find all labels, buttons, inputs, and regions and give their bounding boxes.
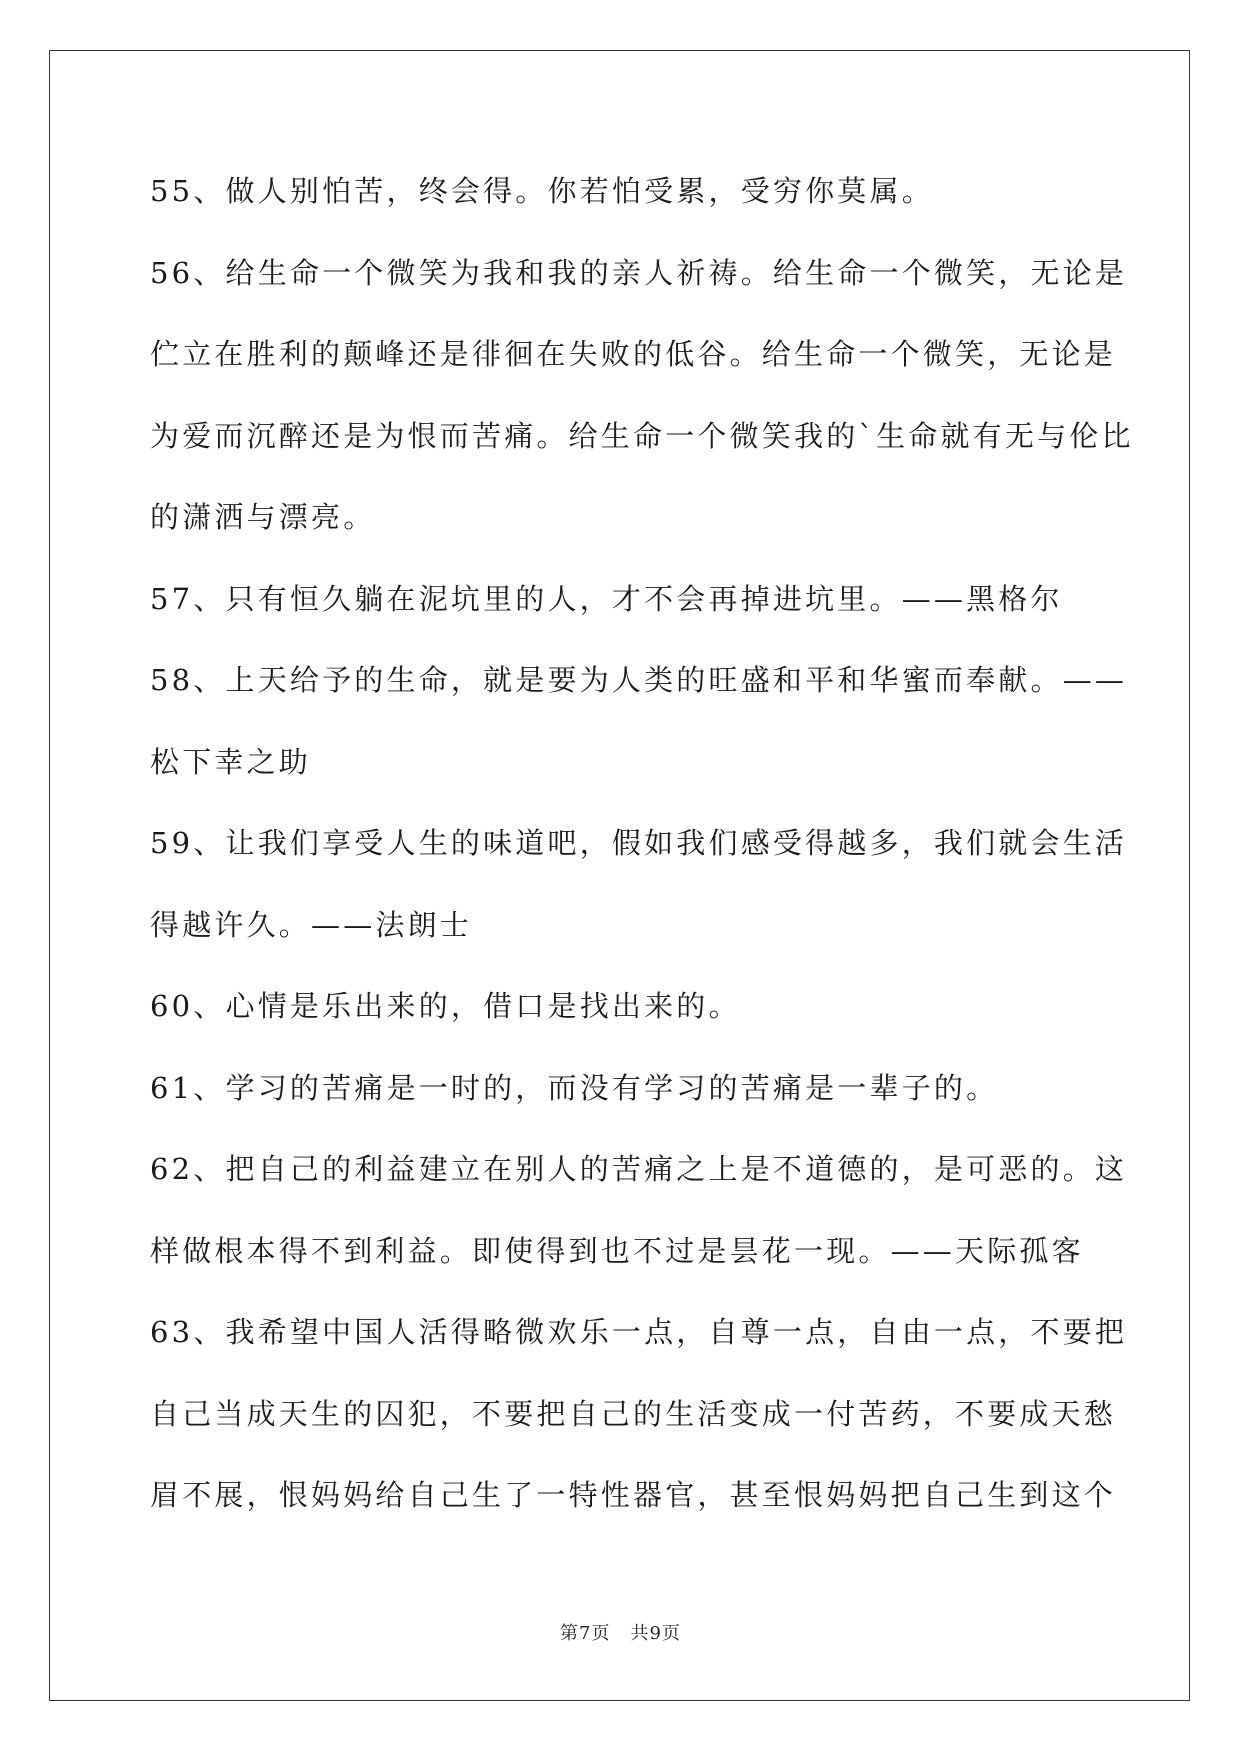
text-line: 为爱而沉醉还是为恨而苦痛。给生命一个微笑我的`生命就有无与伦比 — [150, 418, 1134, 453]
text-line: 60、心情是乐出来的，借口是找出来的。 — [150, 989, 741, 1023]
text-line: 61、学习的苦痛是一时的，而没有学习的苦痛是一辈子的。 — [150, 1070, 999, 1105]
page-total: 共9页 — [630, 1623, 681, 1644]
page-number: 第7页 — [560, 1623, 611, 1644]
text-line: 伫立在胜利的颠峰还是徘徊在失败的低谷。给生命一个微笑，无论是 — [150, 337, 1117, 371]
text-line: 眉不展，恨妈妈给自己生了一特性器官，甚至恨妈妈把自己生到这个 — [150, 1478, 1117, 1512]
text-line: 55、做人别怕苦，终会得。你若怕受累，受穷你莫属。 — [150, 174, 934, 208]
document-body — [150, 165, 1134, 1551]
text-line: 63、我希望中国人活得略微欢乐一点，自尊一点，自由一点，不要把 — [150, 1315, 1128, 1349]
text-line: 57、只有恒久躺在泥坑里的人，才不会再掉进坑里。——黑格尔 — [150, 581, 1063, 616]
text-line: 松下幸之助 — [150, 744, 312, 779]
text-line: 样做根本得不到利益。即使得到也不过是昙花一现。——天际孤客 — [150, 1233, 1084, 1268]
text-line: 56、给生命一个微笑为我和我的亲人祈祷。给生命一个微笑，无论是 — [150, 255, 1128, 290]
text-line: 59、让我们享受人生的味道吧，假如我们感受得越多，我们就会生活 — [150, 826, 1128, 860]
text-line: 62、把自己的利益建立在别人的苦痛之上是不道德的，是可恶的。这 — [150, 1152, 1128, 1186]
text-line: 的潇洒与漂亮。 — [150, 500, 376, 534]
text-line: 58、上天给予的生命，就是要为人类的旺盛和平和华蜜而奉献。—— — [150, 663, 1128, 697]
text-line: 得越许久。——法朗士 — [150, 907, 473, 942]
page-footer — [0, 1619, 1241, 1645]
text-line: 自己当成天生的囚犯，不要把自己的生活变成一付苦药，不要成天愁 — [150, 1396, 1117, 1431]
